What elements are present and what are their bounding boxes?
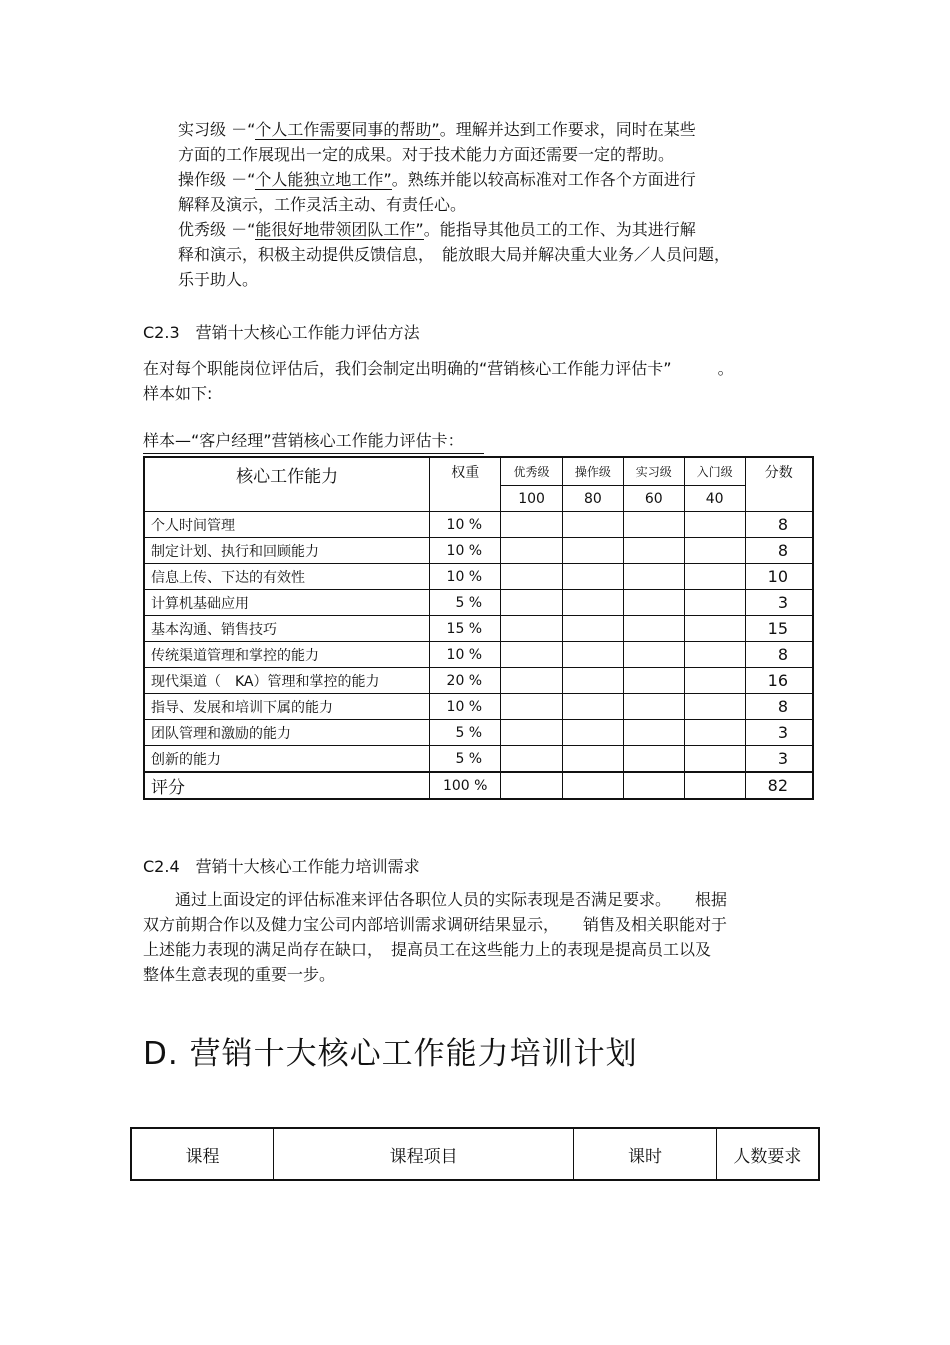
capability-weight: 10 % [430,538,501,564]
table-row [144,512,813,538]
header-level-entry: 入门级 [684,457,745,486]
section-c24-heading: C2.4 营销十大核心工作能力培训需求 [143,857,420,876]
section-c24-line-2: 双方前期合作以及健力宝公司内部培训需求调研结果显示， 销售及相关职能对于 [143,915,728,934]
total-weight: 100 % [430,772,501,799]
header-level-intern: 实习级 [623,457,684,486]
level-operator-line-1: 操作级 －“个人能独立地工作”。熟练并能以较高标准对工作各个方面进行 [178,170,696,189]
level-intern-line-1: 实习级 －“个人工作需要同事的帮助”。理解并达到工作要求，同时在某些 [178,120,696,139]
level-cell [684,746,745,773]
capability-weight: 5 % [430,746,501,773]
level-cell [563,720,624,746]
table-header-row [131,1128,819,1180]
capability-weight: 10 % [430,564,501,590]
header-course-items: 课程项目 [274,1128,574,1180]
capability-weight: 15 % [430,616,501,642]
header-headcount: 人数要求 [716,1128,819,1180]
table-row [144,694,813,720]
level-value: 100 [501,486,563,512]
header-score: 分数 [745,457,813,512]
section-d-title: D. 营销十大核心工作能力培训计划 [143,1036,638,1072]
capability-score: 8 [745,512,813,538]
level-cell [623,642,684,668]
level-cell [684,694,745,720]
level-cell [563,772,624,799]
capability-score: 3 [745,720,813,746]
level-cell [623,564,684,590]
table-row [144,746,813,773]
capability-name: 制定计划、执行和回顾能力 [144,538,430,564]
level-cell [501,642,563,668]
section-c24-line-3: 上述能力表现的满足尚存在缺口， 提高员工在这些能力上的表现是提高员工以及 [143,940,712,959]
capability-score: 8 [745,694,813,720]
total-label: 评分 [144,772,430,799]
header-hours: 课时 [574,1128,717,1180]
section-c23-paragraph-line-1: 在对每个职能岗位评估后，我们会制定出明确的“营销核心工作能力评估卡” 。 [143,359,734,378]
level-cell [623,720,684,746]
level-cell [684,616,745,642]
capability-name: 指导、发展和培训下属的能力 [144,694,430,720]
table-row [144,642,813,668]
level-cell [623,512,684,538]
capability-name: 传统渠道管理和掌控的能力 [144,642,430,668]
capability-score: 8 [745,538,813,564]
level-value: 80 [563,486,624,512]
capability-weight: 5 % [430,720,501,746]
table-row [144,616,813,642]
table-row [144,538,813,564]
header-level-excellent: 优秀级 [501,457,563,486]
level-cell [563,590,624,616]
table-row [144,564,813,590]
level-cell [501,668,563,694]
level-cell [501,564,563,590]
level-excellent-line-3: 乐于助人。 [178,270,259,289]
level-cell [501,772,563,799]
level-cell [563,512,624,538]
capability-weight: 20 % [430,668,501,694]
header-course: 课程 [131,1128,274,1180]
capability-weight: 10 % [430,512,501,538]
table-row [144,720,813,746]
level-cell [684,538,745,564]
level-cell [684,668,745,694]
capability-name: 信息上传、下达的有效性 [144,564,430,590]
level-cell [684,642,745,668]
capability-name: 计算机基础应用 [144,590,430,616]
capability-name: 现代渠道（ KA）管理和掌控的能力 [144,668,430,694]
level-cell [501,694,563,720]
capability-weight: 10 % [430,694,501,720]
level-cell [501,616,563,642]
level-cell [684,512,745,538]
level-cell [563,564,624,590]
capability-name: 创新的能力 [144,746,430,773]
level-cell [501,590,563,616]
header-level-operator: 操作级 [563,457,624,486]
level-cell [623,538,684,564]
level-cell [684,590,745,616]
section-c24-line-4: 整体生意表现的重要一步。 [143,965,336,984]
capability-name: 个人时间管理 [144,512,430,538]
level-cell [501,538,563,564]
total-row [144,772,813,799]
level-value: 60 [623,486,684,512]
training-plan-table [130,1127,820,1181]
capability-score: 16 [745,668,813,694]
section-c23-heading: C2.3 营销十大核心工作能力评估方法 [143,323,420,342]
capability-score: 3 [745,746,813,773]
section-c24-line-1: 通过上面设定的评估标准来评估各职位人员的实际表现是否满足要求。 根据 [143,890,728,909]
level-cell [623,590,684,616]
level-cell [501,720,563,746]
capability-name: 团队管理和激励的能力 [144,720,430,746]
level-cell [623,746,684,773]
level-cell [684,564,745,590]
level-cell [501,746,563,773]
level-cell [684,772,745,799]
capability-score: 8 [745,642,813,668]
level-value: 40 [684,486,745,512]
level-cell [623,772,684,799]
level-cell [563,668,624,694]
total-score: 82 [745,772,813,799]
capability-score: 10 [745,564,813,590]
level-cell [563,538,624,564]
level-cell [563,746,624,773]
section-c23-paragraph-line-2: 样本如下: [143,384,213,403]
header-capability: 核心工作能力 [144,457,430,512]
table-header-row [144,457,813,486]
score-card-caption: 样本—“客户经理”营销核心工作能力评估卡： [143,428,484,454]
capability-score: 15 [745,616,813,642]
level-cell [563,694,624,720]
capability-name: 基本沟通、销售技巧 [144,616,430,642]
header-weight: 权重 [430,457,501,512]
level-cell [501,512,563,538]
level-cell [563,616,624,642]
score-card-table [143,456,814,800]
table-row [144,590,813,616]
level-intern-line-2: 方面的工作展现出一定的成果。对于技术能力方面还需要一定的帮助。 [178,145,675,164]
level-cell [623,616,684,642]
capability-weight: 10 % [430,642,501,668]
level-operator-line-2: 解释及演示，工作灵活主动、有责任心。 [178,195,467,214]
capability-weight: 5 % [430,590,501,616]
level-cell [623,694,684,720]
capability-score: 3 [745,590,813,616]
level-excellent-line-2: 释和演示，积极主动提供反馈信息， 能放眼大局并解决重大业务／人员问题， [178,245,731,264]
table-row [144,668,813,694]
level-excellent-line-1: 优秀级 －“能很好地带领团队工作”。能指导其他员工的工作、为其进行解 [178,220,696,239]
level-cell [684,720,745,746]
level-cell [563,642,624,668]
level-cell [623,668,684,694]
